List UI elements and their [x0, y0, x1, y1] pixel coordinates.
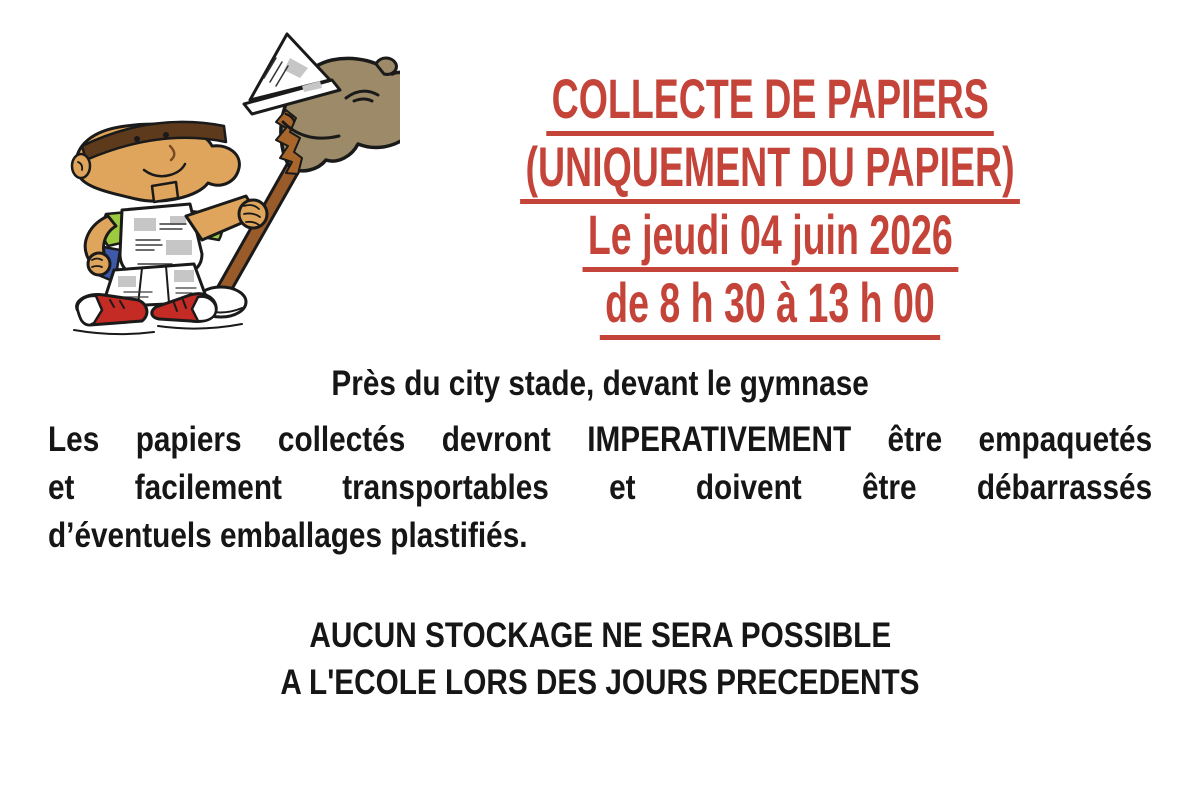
location-line — [48, 360, 1152, 408]
location-text: Près du city stade, devant le gymnase — [331, 364, 869, 403]
heading-time-text: de 8 h 30 à 13 h 00 — [600, 274, 940, 340]
left-shoe-icon — [77, 294, 147, 325]
footer-text-1: AUCUN STOCKAGE NE SERA POSSIBLE — [309, 616, 891, 655]
instructions-paragraph — [48, 416, 1152, 560]
heading-title-text: COLLECTE DE PAPIERS — [546, 70, 994, 136]
flyer-heading — [420, 67, 1120, 342]
footer-text-2: A L'ECOLE LORS DES JOURS PRECEDENTS — [280, 663, 920, 702]
heading-line-title — [420, 67, 1120, 138]
flyer-footer-warning — [48, 612, 1152, 706]
flyer-body — [48, 360, 1152, 560]
paragraph-line-1: Les papiers collectés devront IMPERATIVEMENT être empaquetés — [48, 420, 1153, 459]
heading-subtitle-text: (UNIQUEMENT DU PAPIER) — [520, 138, 1020, 204]
heading-line-subtitle — [420, 135, 1120, 206]
heading-line-date — [420, 203, 1120, 274]
footer-line-1 — [48, 612, 1152, 659]
footer-line-2 — [48, 659, 1152, 706]
paragraph-line-3: d’éventuels emballages plastifiés. — [48, 516, 528, 555]
heading-line-time — [420, 271, 1120, 342]
heading-date-text: Le jeudi 04 juin 2026 — [582, 206, 958, 272]
newspaper-kid-hobby-horse-illustration — [40, 18, 400, 348]
paragraph-line-2: et facilement transportables et doivent être débarrassés — [48, 468, 1153, 507]
